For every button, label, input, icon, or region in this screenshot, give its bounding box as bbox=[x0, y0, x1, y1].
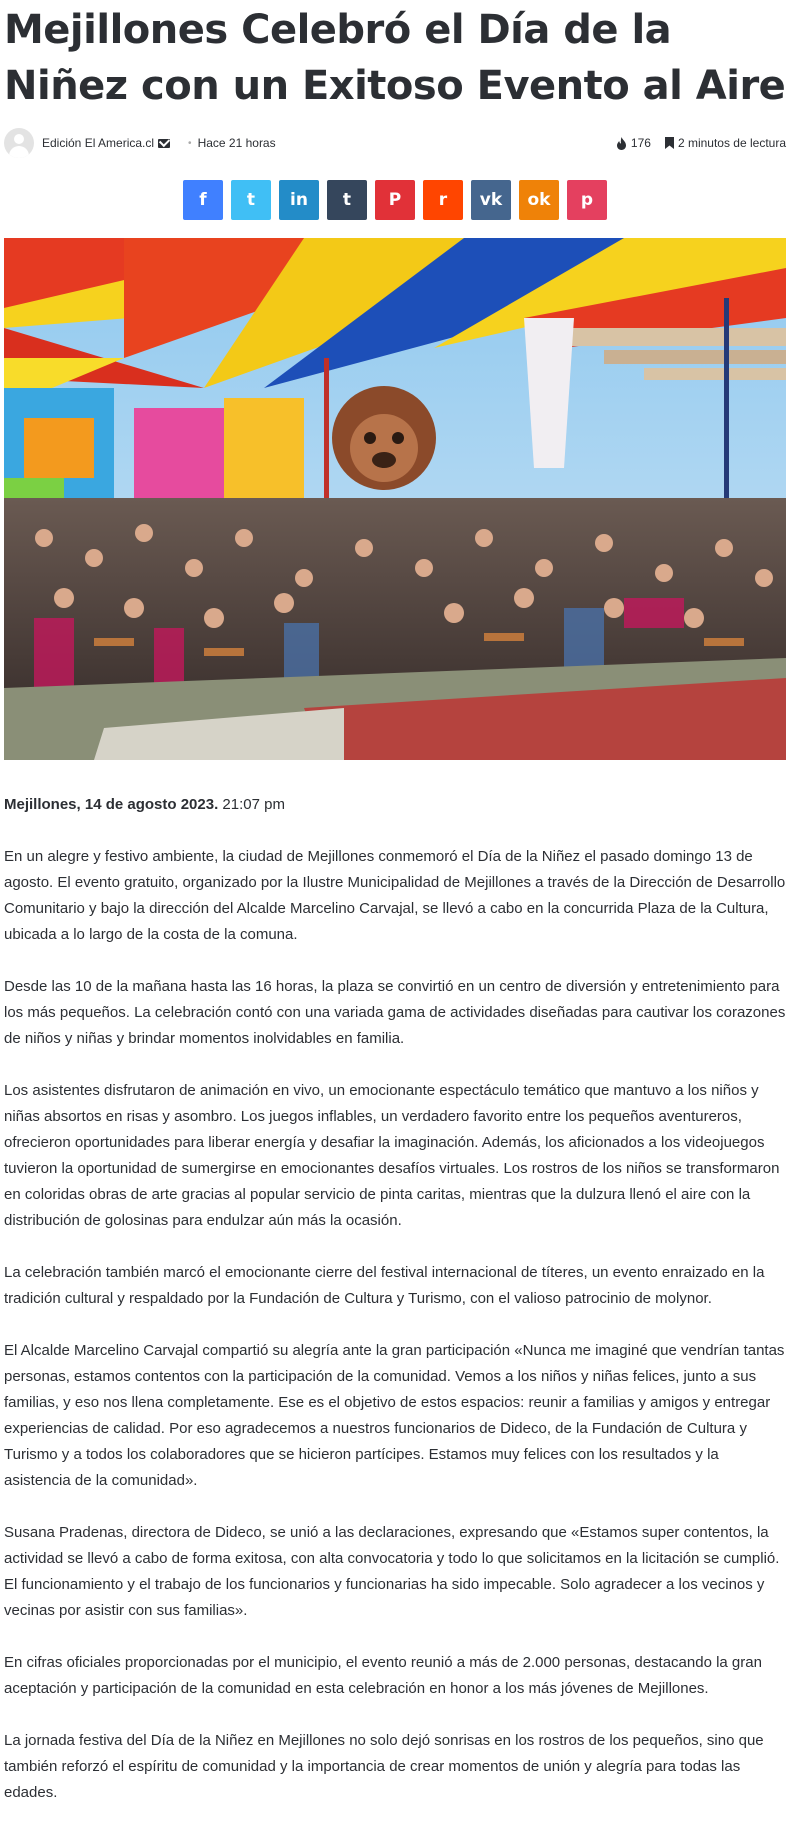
pinterest-icon: P bbox=[388, 190, 402, 210]
avatar-head bbox=[14, 134, 24, 144]
article-paragraph: En cifras oficiales proporcionadas por el municipio, el evento reunió a más de 2.000 personas, destacando la gran aceptación y participación de la comunidad en esta celebración en honor a los más jóvenes de Mejillones. bbox=[4, 1654, 762, 1697]
dateline-place: Mejillones, 14 de agosto 2023. bbox=[4, 796, 219, 813]
linkedin-icon: in bbox=[290, 190, 308, 210]
share-reddit-button[interactable] bbox=[423, 180, 463, 220]
pocket-icon: p bbox=[580, 190, 594, 210]
share-linkedin-button[interactable] bbox=[279, 180, 319, 220]
separator-dot: • bbox=[188, 137, 192, 149]
share-odnoklassniki-button[interactable] bbox=[519, 180, 559, 220]
bookmark-icon bbox=[665, 137, 674, 149]
article-body bbox=[4, 792, 786, 1806]
reading-time-value: 2 minutos de lectura bbox=[677, 136, 786, 150]
share-tumblr-button[interactable] bbox=[327, 180, 367, 220]
article-paragraph: La celebración también marcó el emocionante cierre del festival internacional de títeres, un evento enraizado en la tradición cultural y respaldado por la Fundación de Cultura y Turismo, con el valioso patrocinio de molynor. bbox=[4, 1264, 765, 1307]
share-twitter-button[interactable] bbox=[231, 180, 271, 220]
featured-image bbox=[4, 238, 786, 760]
article-paragraphs bbox=[4, 844, 786, 1806]
author-name[interactable]: Edición El America.cl bbox=[42, 136, 155, 150]
article-paragraph: En un alegre y festivo ambiente, la ciudad de Mejillones conmemoró el Día de la Niñez el pasado domingo 13 de agosto. El evento gratuito, organizado por la Ilustre Municipalidad de Mejillones a través de la Dirección de Desarrollo Comunitario y bajo la dirección del Alcalde Marcelino Carvajal, se llevó a cabo en la concurrida Plaza de la Cultura, ubicada a lo largo de la costa de la comuna. bbox=[4, 848, 786, 943]
reddit-icon: r bbox=[438, 190, 448, 210]
post-time: Hace 21 horas bbox=[197, 136, 276, 150]
share-pinterest-button[interactable] bbox=[375, 180, 415, 220]
twitter-icon: t bbox=[246, 190, 256, 210]
article-paragraph: La jornada festiva del Día de la Niñez en Mejillones no solo dejó sonrisas en los rostros de los pequeños, sino que también reforzó el espíritu de comunidad y la importancia de crear momentos de unión y alegría para todas las edades. bbox=[4, 1732, 764, 1801]
odnoklassniki-icon: ok bbox=[527, 190, 551, 210]
article-paragraph: Desde las 10 de la mañana hasta las 16 horas, la plaza se convirtió en un centro de diversión y entretenimiento para los más pequeños. La celebración contó con una variada gama de actividades diseñadas para cautivar los corazones de niños y niñas y brindar momentos inolvidables en familia. bbox=[4, 978, 786, 1047]
post-meta bbox=[4, 126, 786, 160]
views-value: 176 bbox=[630, 136, 651, 150]
dateline-time: 21:07 pm bbox=[218, 796, 285, 813]
facebook-icon: f bbox=[199, 190, 207, 210]
vk-icon: vk bbox=[479, 190, 503, 210]
post-stats bbox=[616, 136, 786, 150]
share-buttons bbox=[4, 180, 786, 220]
article-paragraph: El Alcalde Marcelino Carvajal compartió su alegría ante la gran participación «Nunca me imaginé que vendrían tantas personas, estamos contentos con la participación de la comunidad. Vemos a los niños y niñas felices, junto a sus familias, y eso nos llena completamente. Ese es el objetivo de estos espacios: reunir a familias y amigos y entregar experiencias de calidad. Por eso agradecemos a nuestros funcionarios de Dideco, de la Fundación de Cultura y Turismo y a todos los colaboradores que se hicieron partícipes. Estamos muy felices con los resultados y la asistencia de la comunidad». bbox=[4, 1342, 785, 1489]
author-avatar[interactable] bbox=[4, 128, 34, 158]
avatar-body bbox=[9, 146, 29, 158]
event-photo bbox=[4, 238, 786, 760]
envelope-icon[interactable] bbox=[158, 139, 170, 148]
tumblr-icon: t bbox=[342, 190, 352, 210]
dateline bbox=[4, 792, 786, 818]
share-pocket-button[interactable] bbox=[567, 180, 607, 220]
share-facebook-button[interactable] bbox=[183, 180, 223, 220]
article-title: Mejillones Celebró el Día de la Niñez con un Exitoso Evento al Aire bbox=[4, 7, 786, 109]
article-paragraph: Susana Pradenas, directora de Dideco, se unió a las declaraciones, expresando que «Estamos super contentos, la actividad se llevó a cabo de forma exitosa, con alta convocatoria y todo lo que solicitamos en la licitación se cumplió. El funcionamiento y el trabajo de los funcionarios y funcionarias ha sido impecable. Solo agradecer a los vecinos y vecinas por asistir con sus familias». bbox=[4, 1524, 780, 1619]
views-count bbox=[616, 136, 651, 150]
fire-icon bbox=[616, 137, 627, 150]
reading-time bbox=[665, 136, 786, 150]
share-vk-button[interactable] bbox=[471, 180, 511, 220]
article-paragraph: Los asistentes disfrutaron de animación en vivo, un emocionante espectáculo temático que mantuvo a los niños y niñas absortos en risas y asombro. Los juegos inflables, un verdadero favorito entre los pequeños aventureros, ofrecieron oportunidades para liberar energía y desafiar la imaginación. Además, los aficionados a los videojuegos tuvieron la oportunidad de sumergirse en emocionantes desafíos virtuales. Los rostros de los niños se transformaron en coloridas obras de arte gracias al popular servicio de pinta caritas, mientras que la dulzura llenó el aire con la distribución de golosinas para endulzar aún más la ocasión. bbox=[4, 1082, 780, 1229]
